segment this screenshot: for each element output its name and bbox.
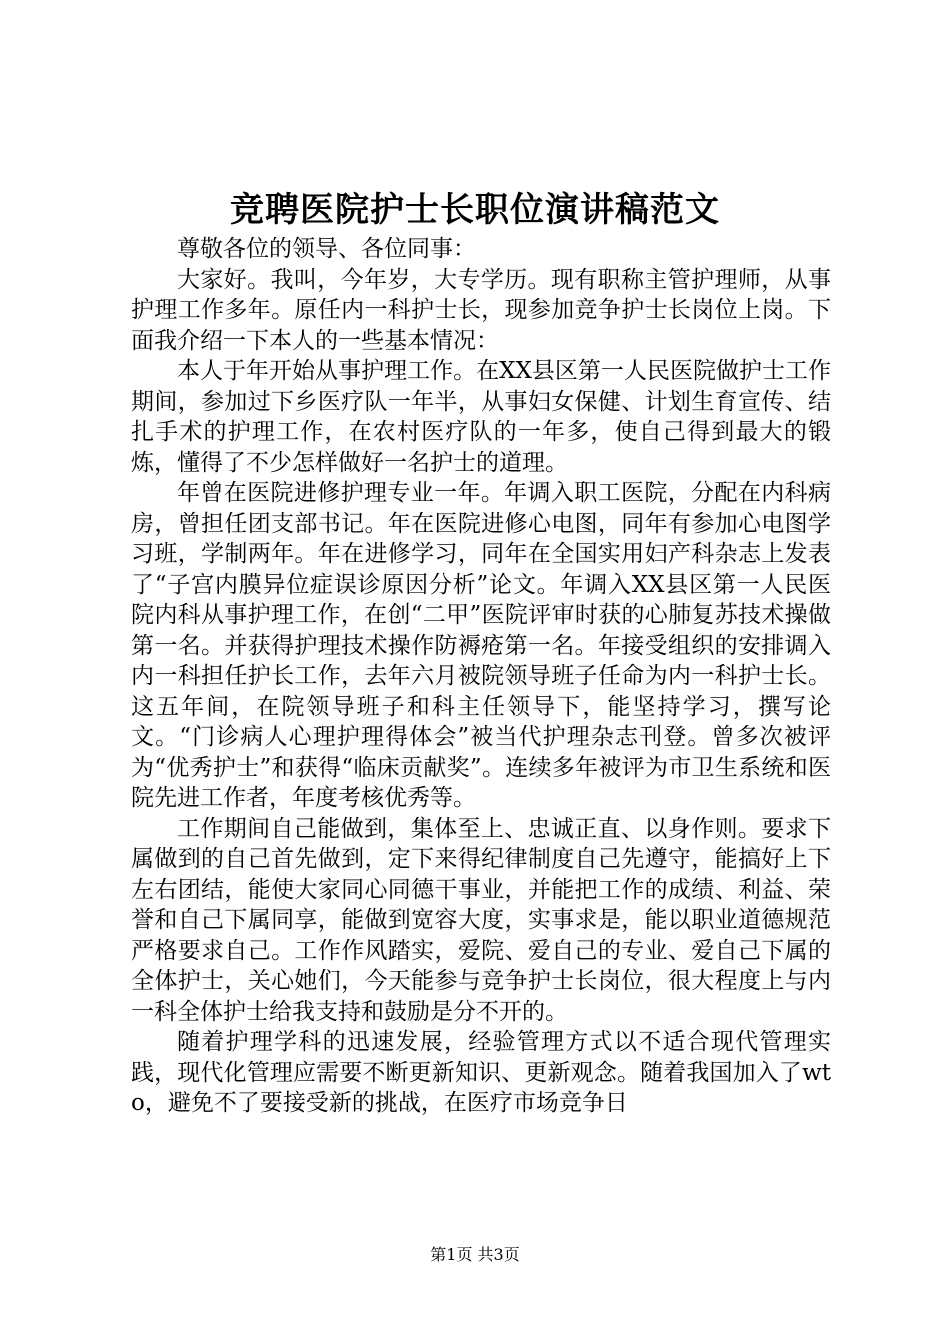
paragraph-development: 随着护理学科的迅速发展，经验管理方式以不适合现代管理实践，现代化管理应需要不断更新知识、更新观念。随着我国加入了wto，避免不了要接受新的挑战，在医疗市场竞争日 [131,1029,831,1116]
document-title: 竞聘医院护士长职位演讲稿范文 [230,190,720,230]
page-footer: 第1页 共3页 [430,1245,520,1264]
paragraph-salutation: 尊敬各位的领导、各位同事： [177,236,476,262]
paragraph-experience: 年曾在医院进修护理专业一年。年调入职工医院，分配在内科病房，曾担任团支部书记。年在医院进修心电图，同年有参加心电图学习班，学制两年。年在进修学习，同年在全国实用妇产科杂志上发表了“子宫内膜异位症误诊原因分析”论文。年调入XX县区第一人民医院内科从事护理工作，在创“二甲”医院评审时获的心肺复苏技术操做第一名。并获得护理技术操作防褥疮第一名。年接受组织的安排调入内一科担任护长工作，去年六月被院领导班子任命为内一科护士长。这五年间，在院领导班子和科主任领导下，能坚持学习，撰写论文。“门诊病人心理护理得体会”被当代护理杂志刊登。曾多次被评为“优秀护士”和获得“临床贡献奖”。连续多年被评为市卫生系统和医院先进工作者，年度考核优秀等。 [131,480,831,811]
paragraph-work-ethic: 工作期间自己能做到，集体至上、忠诚正直、以身作则。要求下属做到的自己首先做到，定下来得纪律制度自己先遵守，能搞好上下左右团结，能使大家同心同德干事业，并能把工作的成绩、利益、荣誉和自己下属同享，能做到宽容大度，实事求是，能以职业道德规范严格要求自己。工作作风踏实，爱院、爱自己的专业、爱自己下属的全体护士，关心她们，今天能参与竞争护士长岗位，很大程度上与内一科全体护士给我支持和鼓励是分不开的。 [131,815,831,1025]
paragraph-introduction: 大家好。我叫，今年岁，大专学历。现有职称主管护理师，从事护理工作多年。原任内一科护士长，现参加竞争护士长岗位上岗。下面我介绍一下本人的一些基本情况： [131,266,831,354]
paragraph-early-career: 本人于年开始从事护理工作。在XX县区第一人民医院做护士工作期间，参加过下乡医疗队一年半，从事妇女保健、计划生育宣传、结扎手术的护理工作，在农村医疗队的一年多，使自己得到最大的锻炼，懂得了不少怎样做好一名护士的道理。 [131,358,831,476]
document-body [131,234,831,1119]
